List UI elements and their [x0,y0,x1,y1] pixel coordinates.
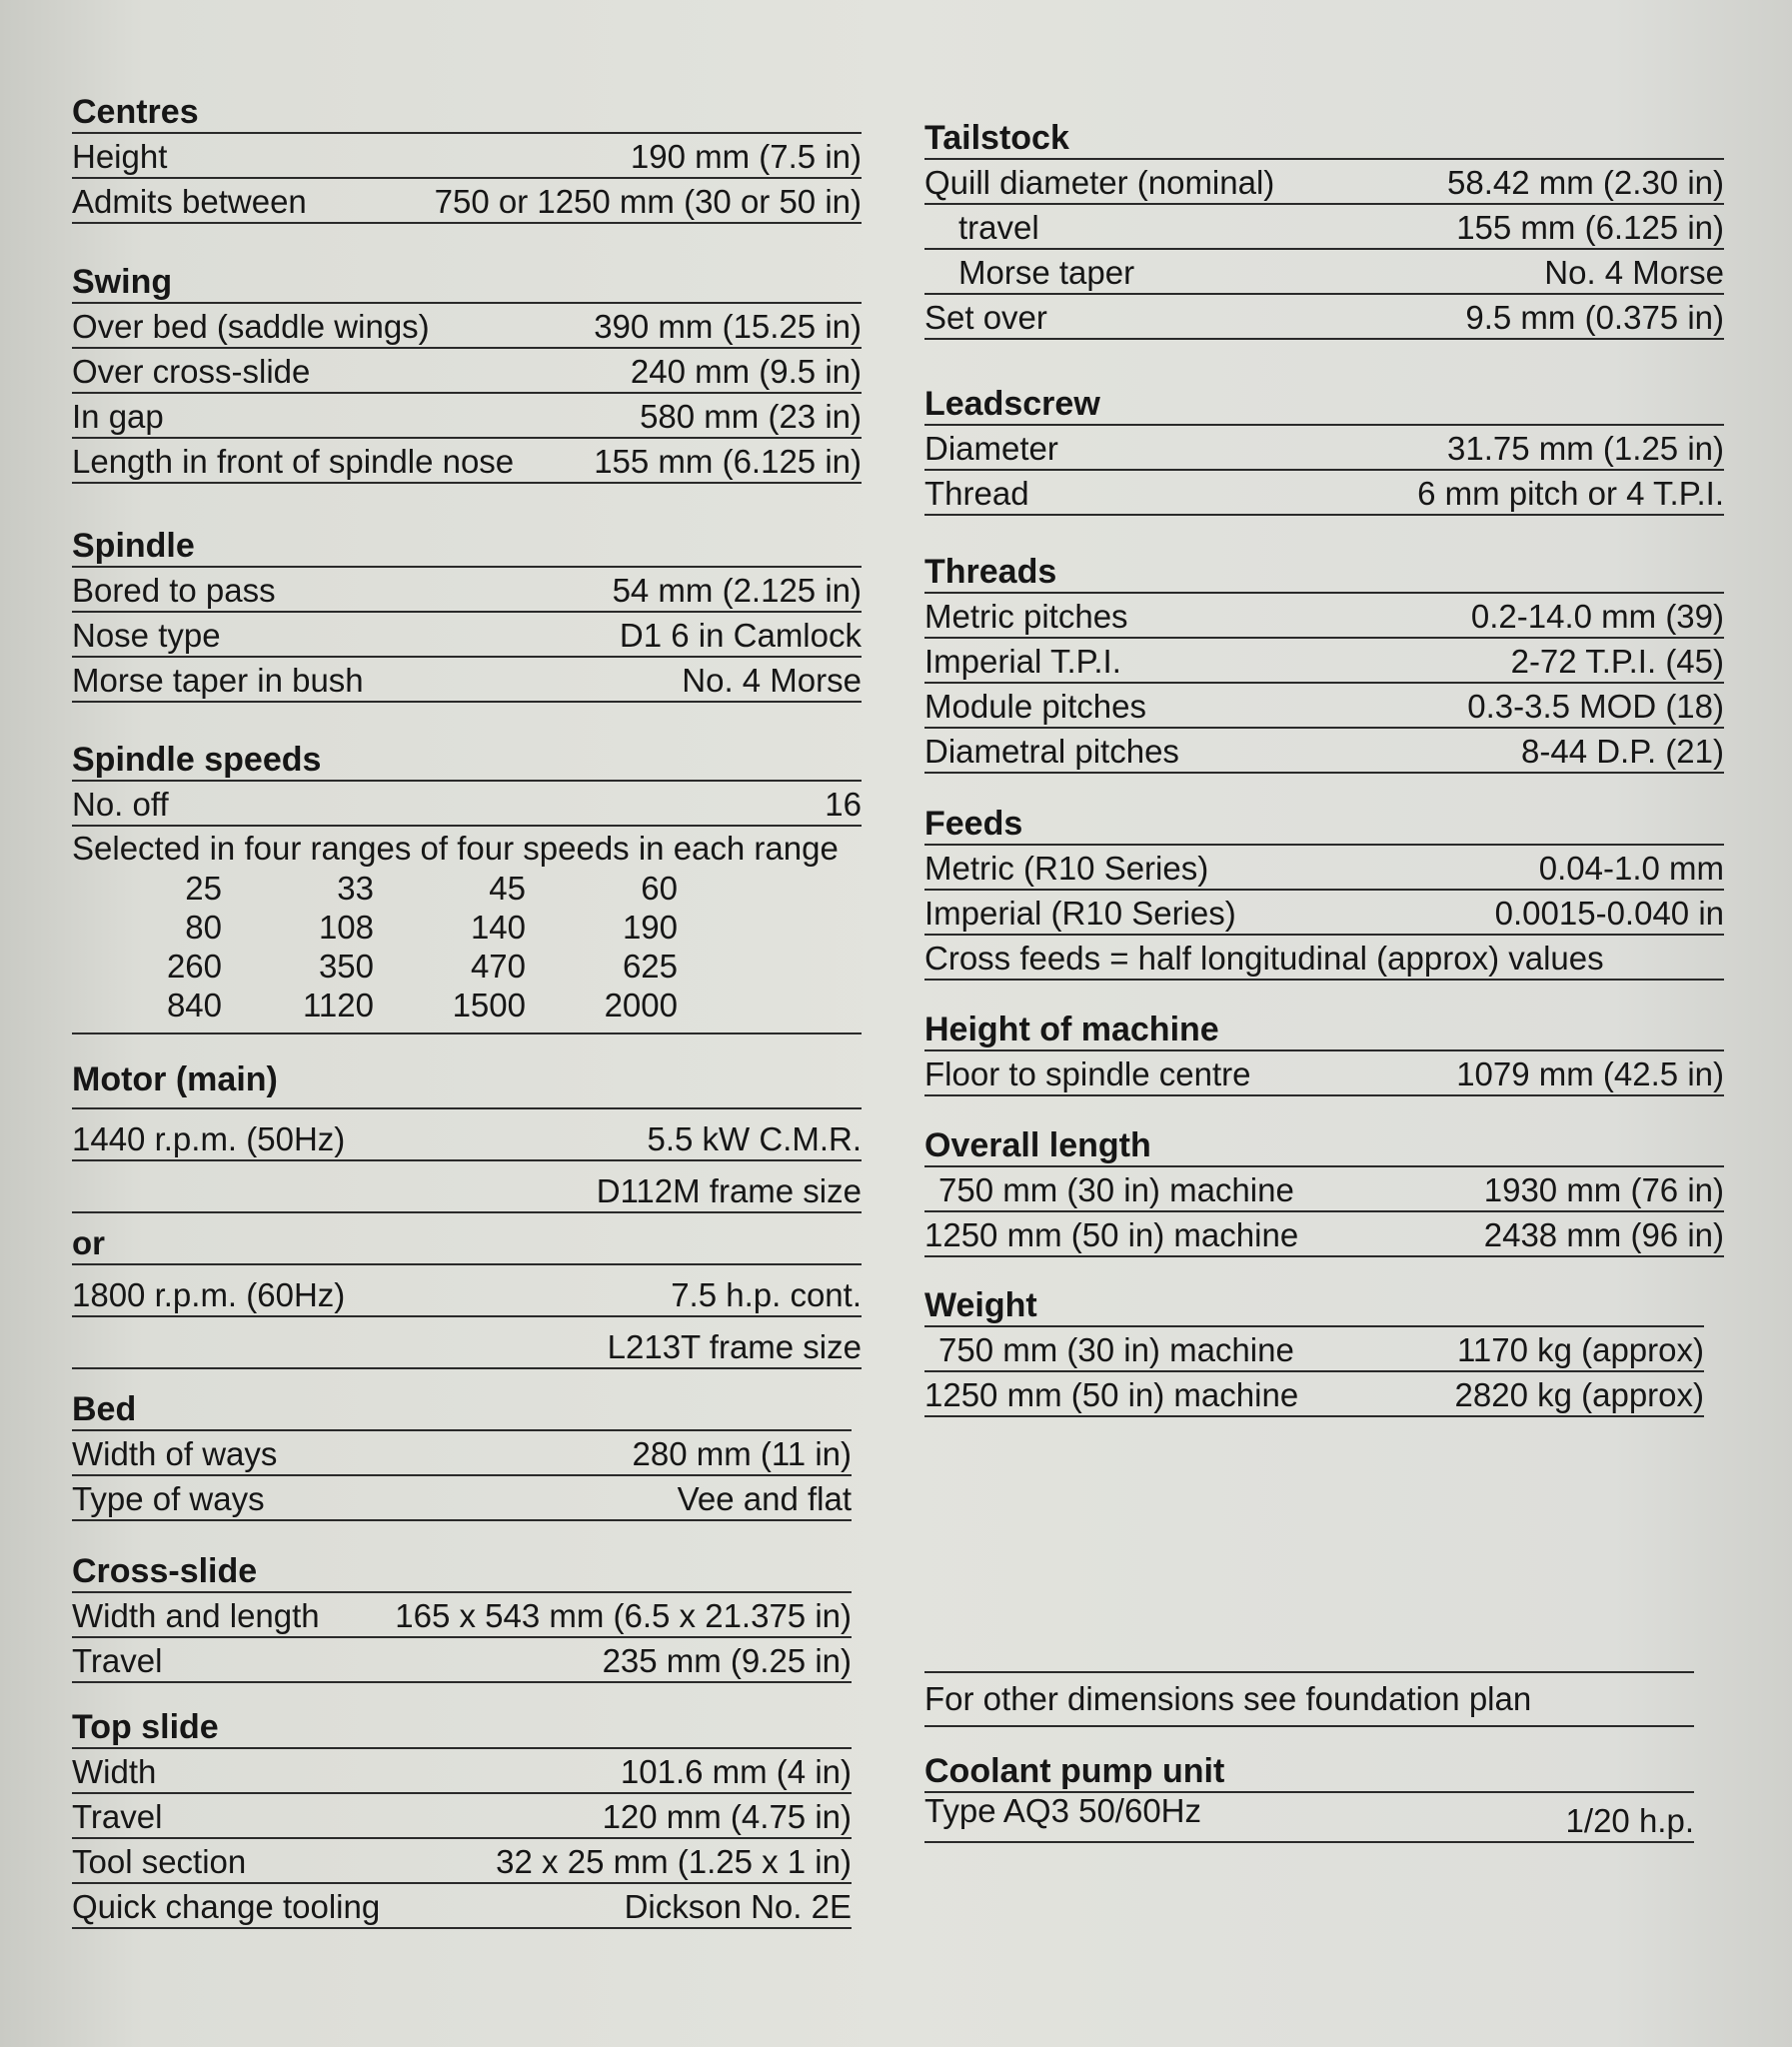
spec-label: Metric pitches [924,598,1128,635]
spec-row [924,682,1724,727]
spec-label: 1250 mm (50 in) machine [924,1376,1299,1413]
spec-label: Diameter [924,430,1058,467]
spec-label: Floor to spindle centre [924,1055,1251,1092]
section-leadscrew [924,384,1724,516]
section-heading: Motor (main) [72,1060,278,1098]
speed-cell: 190 [622,909,678,946]
spec-label: Thread [924,475,1029,512]
spec-value: 1930 mm (76 in) [1483,1171,1724,1208]
spec-row [72,1429,852,1474]
spec-row [72,1107,862,1159]
spec-label: 750 mm (30 in) machine [938,1171,1294,1208]
speed-cell: 108 [318,909,374,946]
spec-row [72,1315,862,1369]
spec-value: 8-44 D.P. (21) [1521,733,1724,770]
spec-row [72,611,862,656]
spec-value: 2-72 T.P.I. (45) [1510,643,1724,680]
spec-row [924,727,1724,774]
spec-row [924,1325,1704,1370]
section-threads [924,552,1724,774]
speed-cell: 260 [166,948,222,985]
spec-value: 2820 kg (approx) [1454,1376,1704,1413]
spec-value: 580 mm (23 in) [640,398,862,435]
spec-value: 1079 mm (42.5 in) [1456,1055,1724,1092]
spec-label: Cross feeds = half longitudinal (approx) values [924,940,1604,977]
spec-row [924,1165,1724,1210]
section-bed [72,1389,852,1521]
spec-label: Bored to pass [72,572,276,609]
speed-cell: 1120 [303,987,374,1024]
spec-label: Width and length [72,1597,320,1634]
section-heading: Threads [924,553,1057,591]
spec-row [72,780,862,825]
spec-value: 58.42 mm (2.30 in) [1447,164,1724,201]
spec-value: 120 mm (4.75 in) [602,1798,852,1835]
spec-value: No. 4 Morse [682,662,862,699]
section-other-dimensions [924,1671,1694,1727]
speed-cell: 625 [622,948,678,985]
spec-row [924,1791,1694,1843]
spec-row [72,1159,862,1211]
section-weight [924,1285,1704,1417]
spec-row [924,934,1724,981]
spec-value: 240 mm (9.5 in) [630,353,862,390]
speed-cell: 80 [185,909,222,946]
spec-label: No. off [72,786,169,823]
spec-label: travel [958,209,1039,246]
spec-value: 101.6 mm (4 in) [620,1753,852,1790]
spec-row [72,1882,852,1929]
spec-label: Over bed (saddle wings) [72,308,430,345]
spec-value: 155 mm (6.125 in) [1456,209,1724,246]
spec-row [924,424,1724,469]
section-heading: Bed [72,1390,137,1428]
section-heading: Swing [72,263,173,301]
section-spindle [72,526,862,703]
section-motor [72,1059,862,1369]
spec-value: 32 x 25 mm (1.25 x 1 in) [496,1843,852,1880]
spec-value: 6 mm pitch or 4 T.P.I. [1417,475,1724,512]
speed-cell: 840 [166,987,222,1024]
spec-row [72,1211,862,1263]
section-spindle-speeds [72,740,862,1034]
spec-label: Length in front of spindle nose [72,443,515,480]
spec-row [924,248,1724,293]
section-heading: Spindle [72,527,195,565]
spec-label: Admits between [72,183,307,220]
spec-value: 2438 mm (96 in) [1483,1216,1724,1253]
spec-value: 0.3-3.5 MOD (18) [1467,688,1724,725]
spec-label: Width [72,1753,157,1790]
section-heading: Height of machine [924,1011,1219,1048]
section-top-slide [72,1707,852,1929]
spec-value: D1 6 in Camlock [619,617,862,654]
divider [72,1032,862,1034]
spec-row [72,566,862,611]
section-swing [72,262,862,484]
spec-row [924,293,1724,340]
spec-label: Over cross-slide [72,353,311,390]
spec-value: No. 4 Morse [1544,254,1724,291]
section-centres [72,92,862,224]
speeds-description: Selected in four ranges of four speeds in each range [72,830,839,867]
spec-value: 16 [825,786,862,823]
section-heading: Top slide [72,1708,219,1746]
spec-label: 1800 r.p.m. (60Hz) [72,1276,346,1313]
section-cross-slide [72,1551,852,1683]
spec-label: Morse taper [958,254,1135,291]
spec-value: 1170 kg (approx) [1456,1331,1704,1368]
section-heading: Coolant pump unit [924,1752,1225,1790]
speeds-row [72,986,862,1024]
spec-label: Width of ways [72,1435,278,1472]
spec-row [924,592,1724,637]
section-heading: Feeds [924,805,1023,843]
speeds-row [72,947,862,986]
speed-cell: 1500 [452,987,526,1024]
section-heading: Leadscrew [924,385,1100,423]
section-heading: Centres [72,93,199,131]
spec-label: Imperial T.P.I. [924,643,1121,680]
other-dimensions-note: For other dimensions see foundation plan [924,1680,1532,1717]
spec-row [924,1210,1724,1257]
spec-label: 1440 r.p.m. (50Hz) [72,1120,346,1157]
section-overall-length [924,1125,1724,1257]
spec-row [924,203,1724,248]
section-heading: Spindle speeds [72,741,322,779]
speed-cell: 350 [318,948,374,985]
speed-cell: 33 [337,870,374,907]
spec-value: 54 mm (2.125 in) [612,572,862,609]
section-height [924,1010,1724,1096]
spec-value: 0.2-14.0 mm (39) [1470,598,1724,635]
spec-value: 280 mm (11 in) [632,1435,852,1472]
spec-row [72,132,862,177]
spec-row [924,1370,1704,1417]
spec-value: 165 x 543 mm (6.5 x 21.375 in) [395,1597,852,1634]
speeds-table [72,869,862,1024]
spec-value: Dickson No. 2E [624,1888,852,1925]
speeds-row [72,908,862,947]
speed-cell: 470 [470,948,526,985]
spec-row [72,302,862,347]
spec-value: L213T frame size [607,1328,862,1365]
spec-row [72,437,862,484]
spec-value: 5.5 kW C.M.R. [647,1120,862,1157]
spec-label: Height [72,138,168,175]
spec-label: or [72,1224,105,1261]
spec-label: 1250 mm (50 in) machine [924,1216,1299,1253]
spec-row [924,637,1724,682]
spec-row [72,1837,852,1882]
spec-label: Nose type [72,617,221,654]
spec-label: Type of ways [72,1480,265,1517]
spec-label: 750 mm (30 in) machine [938,1331,1294,1368]
speeds-row [72,869,862,908]
speed-cell: 45 [489,870,526,907]
section-feeds [924,804,1724,981]
spec-label: Travel [72,1642,163,1679]
spec-row [924,844,1724,889]
section-coolant [924,1751,1694,1843]
spec-row [72,1263,862,1315]
spec-value: 190 mm (7.5 in) [630,138,862,175]
spec-value: 1/20 h.p. [1565,1802,1694,1839]
spec-value: 31.75 mm (1.25 in) [1447,430,1724,467]
spec-value: 0.04-1.0 mm [1538,850,1724,887]
spec-label: Imperial (R10 Series) [924,895,1236,932]
spec-value: 390 mm (15.25 in) [594,308,862,345]
spec-row [924,469,1724,516]
spec-row [72,1636,852,1683]
spec-row [924,158,1724,203]
divider [924,1725,1694,1727]
spec-label: Diametral pitches [924,733,1179,770]
spec-row [72,1747,852,1792]
spec-row [72,656,862,703]
spec-value: 9.5 mm (0.375 in) [1465,299,1724,336]
spec-label: Module pitches [924,688,1146,725]
spec-value: 235 mm (9.25 in) [602,1642,852,1679]
spec-value: 750 or 1250 mm (30 or 50 in) [434,183,862,220]
speed-cell: 60 [641,870,678,907]
spec-value: D112M frame size [596,1172,862,1209]
spec-label: In gap [72,398,164,435]
spec-label: Quick change tooling [72,1888,381,1925]
spec-row [72,347,862,392]
spec-value: 0.0015-0.040 in [1494,895,1724,932]
speed-cell: 2000 [604,987,678,1024]
spec-row [72,1474,852,1521]
spec-label: Travel [72,1798,163,1835]
spec-label: Tool section [72,1843,247,1880]
section-heading: Overall length [924,1126,1151,1164]
section-tailstock [924,118,1724,340]
spec-row [72,1591,852,1636]
spec-row [72,392,862,437]
section-heading: Tailstock [924,119,1069,157]
spec-label: Type AQ3 50/60Hz [924,1792,1202,1829]
spec-row [924,889,1724,934]
spec-value: 7.5 h.p. cont. [671,1276,862,1313]
speed-cell: 140 [470,909,526,946]
spec-row [72,1792,852,1837]
section-heading: Weight [924,1286,1037,1324]
spec-label: Quill diameter (nominal) [924,164,1275,201]
spec-label: Metric (R10 Series) [924,850,1209,887]
spec-row [924,1049,1724,1096]
spec-label: Set over [924,299,1047,336]
spec-value: 155 mm (6.125 in) [594,443,862,480]
section-heading: Cross-slide [72,1552,258,1590]
spec-label: Morse taper in bush [72,662,364,699]
spec-row [72,177,862,224]
spec-row [72,825,862,869]
speed-cell: 25 [185,870,222,907]
spec-value: Vee and flat [677,1480,852,1517]
